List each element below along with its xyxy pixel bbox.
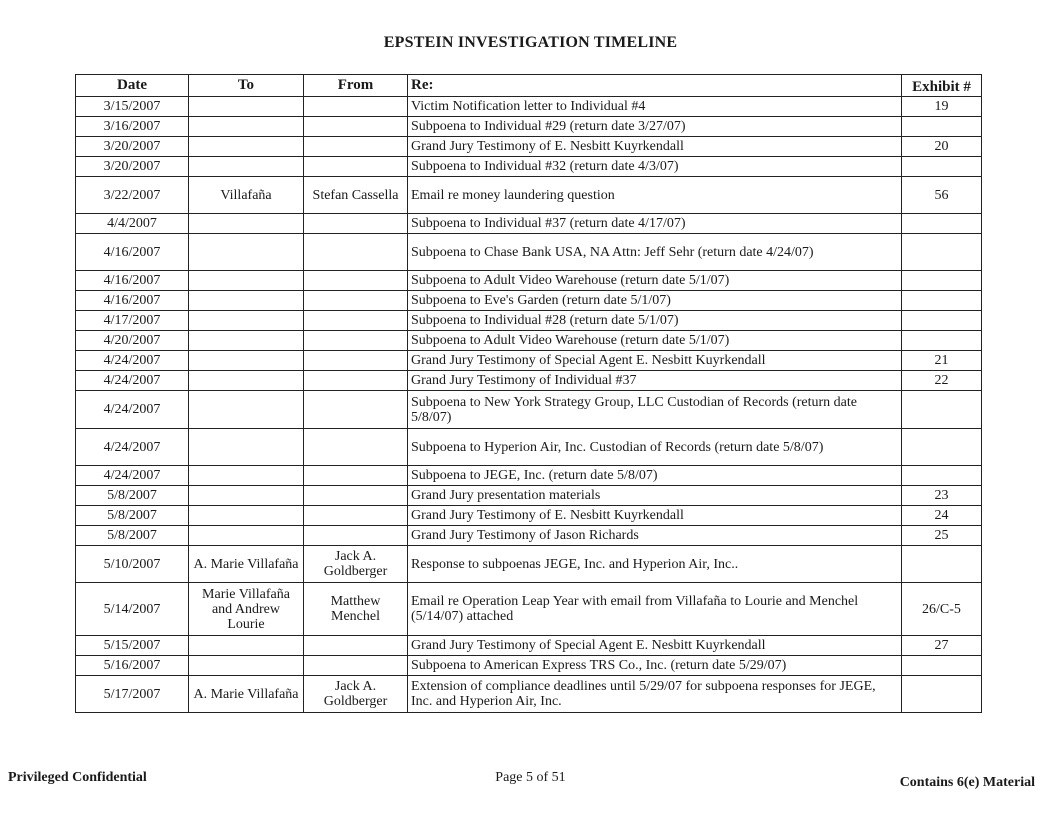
cell-exhibit: 56 [902,177,982,214]
table-row [76,526,982,546]
cell-date: 3/22/2007 [76,177,189,214]
cell-to: Villafaña [189,177,304,214]
cell-to [189,234,304,271]
table-row [76,271,982,291]
cell-date: 3/20/2007 [76,157,189,177]
cell-to [189,486,304,506]
table-row [76,506,982,526]
cell-from [304,157,408,177]
header-to: To [189,75,304,97]
cell-date: 3/20/2007 [76,137,189,157]
cell-to [189,429,304,466]
cell-to [189,311,304,331]
cell-re: Subpoena to Hyperion Air, Inc. Custodian of Records (return date 5/8/07) [408,429,902,466]
cell-re: Subpoena to Eve's Garden (return date 5/1/07) [408,291,902,311]
cell-to [189,656,304,676]
cell-to [189,157,304,177]
cell-to [189,214,304,234]
cell-from [304,351,408,371]
cell-date: 5/16/2007 [76,656,189,676]
cell-to: A. Marie Villafaña [189,546,304,583]
cell-exhibit [902,214,982,234]
table-row [76,137,982,157]
cell-from [304,371,408,391]
cell-to [189,97,304,117]
cell-to [189,271,304,291]
header-from: From [304,75,408,97]
cell-re: Victim Notification letter to Individual #4 [408,97,902,117]
cell-re: Email re Operation Leap Year with email from Villafaña to Lourie and Menchel (5/14/07) attached [408,583,902,636]
cell-to [189,291,304,311]
cell-exhibit: 23 [902,486,982,506]
header-re: Re: [408,75,902,97]
cell-date: 5/8/2007 [76,526,189,546]
cell-exhibit [902,331,982,351]
cell-re: Subpoena to Adult Video Warehouse (return date 5/1/07) [408,331,902,351]
cell-from [304,214,408,234]
cell-exhibit [902,466,982,486]
cell-date: 5/8/2007 [76,506,189,526]
footer-6e-notice: Contains 6(e) Material [899,775,1035,790]
cell-from [304,429,408,466]
table-row [76,583,982,636]
cell-re: Extension of compliance deadlines until 5/29/07 for subpoena responses for JEGE, Inc. and Hyperion Air, Inc. [408,676,902,713]
table-header-row [76,75,982,97]
cell-date: 4/17/2007 [76,311,189,331]
cell-exhibit: 19 [902,97,982,117]
cell-exhibit: 25 [902,526,982,546]
table-row [76,676,982,713]
cell-re: Subpoena to Individual #28 (return date 5/1/07) [408,311,902,331]
table-row [76,214,982,234]
cell-date: 5/15/2007 [76,636,189,656]
cell-from [304,291,408,311]
cell-date: 4/16/2007 [76,271,189,291]
cell-exhibit [902,429,982,466]
cell-date: 4/24/2007 [76,466,189,486]
cell-to [189,526,304,546]
cell-re: Grand Jury Testimony of Special Agent E. Nesbitt Kuyrkendall [408,351,902,371]
cell-date: 4/4/2007 [76,214,189,234]
cell-date: 4/16/2007 [76,234,189,271]
cell-from [304,466,408,486]
cell-re: Subpoena to New York Strategy Group, LLC Custodian of Records (return date 5/8/07) [408,391,902,429]
cell-re: Email re money laundering question [408,177,902,214]
cell-exhibit [902,656,982,676]
cell-date: 3/16/2007 [76,117,189,137]
cell-from [304,331,408,351]
cell-exhibit [902,676,982,713]
cell-to [189,636,304,656]
cell-from [304,526,408,546]
header-date: Date [76,75,189,97]
cell-from: Matthew Menchel [304,583,408,636]
cell-to [189,351,304,371]
cell-from [304,97,408,117]
footer-page-number: Page 5 of 51 [495,770,566,785]
table-row [76,291,982,311]
timeline-table [75,74,982,713]
cell-exhibit: 20 [902,137,982,157]
cell-exhibit [902,391,982,429]
cell-exhibit: 21 [902,351,982,371]
cell-date: 4/24/2007 [76,371,189,391]
table-row [76,486,982,506]
table-row [76,157,982,177]
cell-date: 3/15/2007 [76,97,189,117]
cell-exhibit: 24 [902,506,982,526]
cell-from [304,234,408,271]
cell-exhibit: 27 [902,636,982,656]
table-row [76,636,982,656]
table-row [76,234,982,271]
cell-from [304,636,408,656]
table-row [76,546,982,583]
header-exhibit: Exhibit # [902,75,982,97]
cell-from: Stefan Cassella [304,177,408,214]
cell-date: 5/17/2007 [76,676,189,713]
cell-exhibit [902,157,982,177]
cell-date: 4/24/2007 [76,351,189,371]
table-row [76,429,982,466]
cell-to [189,117,304,137]
cell-to [189,506,304,526]
cell-date: 5/10/2007 [76,546,189,583]
cell-re: Grand Jury Testimony of E. Nesbitt Kuyrkendall [408,506,902,526]
table-row [76,391,982,429]
table-row [76,97,982,117]
cell-re: Subpoena to Adult Video Warehouse (return date 5/1/07) [408,271,902,291]
cell-exhibit [902,271,982,291]
cell-from [304,137,408,157]
cell-re: Grand Jury Testimony of E. Nesbitt Kuyrkendall [408,137,902,157]
cell-from [304,506,408,526]
cell-exhibit [902,291,982,311]
table-row [76,351,982,371]
table-row [76,466,982,486]
cell-date: 4/24/2007 [76,429,189,466]
table-row [76,371,982,391]
cell-re: Subpoena to Individual #32 (return date 4/3/07) [408,157,902,177]
cell-re: Subpoena to American Express TRS Co., Inc. (return date 5/29/07) [408,656,902,676]
cell-re: Grand Jury presentation materials [408,486,902,506]
cell-exhibit: 26/C-5 [902,583,982,636]
cell-re: Subpoena to JEGE, Inc. (return date 5/8/07) [408,466,902,486]
cell-from: Jack A. Goldberger [304,676,408,713]
table-row [76,311,982,331]
document-title: EPSTEIN INVESTIGATION TIMELINE [383,34,678,51]
cell-to: Marie Villafaña and Andrew Lourie [189,583,304,636]
cell-exhibit [902,117,982,137]
table-row [76,656,982,676]
cell-to: A. Marie Villafaña [189,676,304,713]
cell-to [189,371,304,391]
cell-re: Grand Jury Testimony of Jason Richards [408,526,902,546]
cell-date: 5/14/2007 [76,583,189,636]
cell-from: Jack A. Goldberger [304,546,408,583]
cell-exhibit [902,311,982,331]
cell-date: 4/16/2007 [76,291,189,311]
cell-re: Grand Jury Testimony of Special Agent E. Nesbitt Kuyrkendall [408,636,902,656]
cell-re: Subpoena to Chase Bank USA, NA Attn: Jeff Sehr (return date 4/24/07) [408,234,902,271]
cell-from [304,391,408,429]
cell-exhibit [902,546,982,583]
cell-from [304,486,408,506]
cell-from [304,656,408,676]
cell-from [304,117,408,137]
cell-date: 4/20/2007 [76,331,189,351]
cell-from [304,311,408,331]
table-row [76,117,982,137]
cell-re: Subpoena to Individual #29 (return date 3/27/07) [408,117,902,137]
cell-from [304,271,408,291]
cell-re: Subpoena to Individual #37 (return date 4/17/07) [408,214,902,234]
table-row [76,177,982,214]
cell-exhibit: 22 [902,371,982,391]
footer-privileged: Privileged Confidential [8,770,147,785]
cell-re: Grand Jury Testimony of Individual #37 [408,371,902,391]
cell-to [189,391,304,429]
cell-to [189,137,304,157]
cell-exhibit [902,234,982,271]
cell-to [189,331,304,351]
cell-to [189,466,304,486]
table-row [76,331,982,351]
cell-re: Response to subpoenas JEGE, Inc. and Hyperion Air, Inc.. [408,546,902,583]
cell-date: 5/8/2007 [76,486,189,506]
cell-date: 4/24/2007 [76,391,189,429]
